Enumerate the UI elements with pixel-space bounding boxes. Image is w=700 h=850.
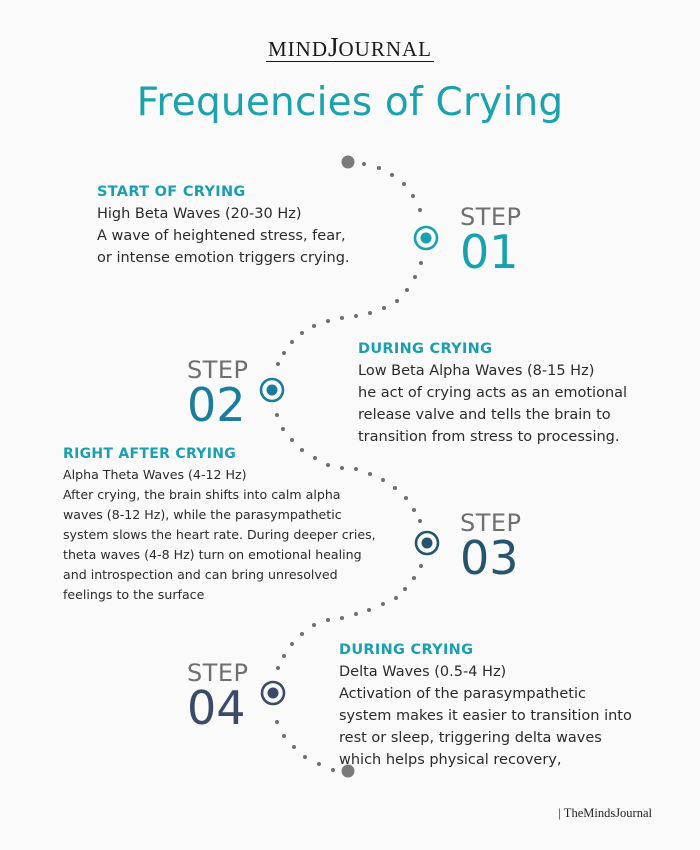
- step-03-description: [63, 446, 376, 605]
- description-line: and introspection and can bring unresolved: [63, 567, 338, 582]
- footer-credit: | TheMindsJournal: [558, 806, 652, 820]
- step-label: STEP: [187, 356, 249, 384]
- description-line: waves (8-12 Hz), while the parasympathetic: [63, 507, 342, 522]
- step-01-description: [97, 184, 350, 269]
- step-02-description: [358, 341, 627, 448]
- wave-type: High Beta Waves (20-30 Hz): [97, 206, 302, 222]
- step-04-marker-icon: [262, 682, 284, 704]
- step-03-badge: [460, 509, 522, 585]
- step-04-description: [339, 642, 632, 771]
- step-02-marker-icon: [261, 379, 283, 401]
- description-line: theta waves (4-8 Hz) turn on emotional healing: [63, 547, 362, 562]
- wave-type: Low Beta Alpha Waves (8-15 Hz): [358, 363, 595, 379]
- step-heading: DURING CRYING: [339, 642, 474, 658]
- step-03-marker-icon: [416, 532, 438, 554]
- step-01-marker-icon: [415, 227, 437, 249]
- description-line: release valve and tells the brain to: [358, 407, 611, 423]
- description-line: which helps physical recovery,: [339, 752, 562, 768]
- description-line: Activation of the parasympathetic: [339, 686, 586, 702]
- step-label: STEP: [460, 509, 522, 537]
- step-heading: DURING CRYING: [358, 341, 493, 357]
- step-label: STEP: [187, 659, 249, 687]
- step-number: 03: [460, 531, 519, 585]
- step-label: STEP: [460, 203, 522, 231]
- page-title: Frequencies of Crying: [136, 80, 564, 125]
- step-number: 01: [460, 225, 519, 279]
- description-line: After crying, the brain shifts into calm alpha: [63, 487, 341, 502]
- brand-wordmark: [266, 32, 434, 62]
- wave-type: Alpha Theta Waves (4-12 Hz): [63, 467, 247, 482]
- step-heading: START OF CRYING: [97, 184, 246, 200]
- step-number: 02: [187, 378, 246, 432]
- description-line: A wave of heightened stress, fear,: [97, 228, 346, 244]
- brand-initial: J: [327, 32, 339, 62]
- description-line: he act of crying acts as an emotional: [358, 385, 628, 401]
- step-heading: RIGHT AFTER CRYING: [63, 446, 237, 462]
- wave-type: Delta Waves (0.5-4 Hz): [339, 664, 507, 680]
- step-04-badge: [187, 659, 249, 735]
- step-02-badge: [187, 356, 249, 432]
- description-line: system slows the heart rate. During deeper cries,: [63, 527, 376, 542]
- description-line: system makes it easier to transition into: [339, 708, 632, 724]
- step-01-badge: [460, 203, 522, 279]
- description-line: feelings to the surface: [63, 587, 205, 602]
- brand-logo: [0, 32, 700, 62]
- brand-suffix: OURNAL: [338, 37, 432, 61]
- description-line: or intense emotion triggers crying.: [97, 250, 350, 266]
- description-line: transition from stress to processing.: [358, 429, 620, 445]
- step-number: 04: [187, 681, 246, 735]
- brand-prefix: MIND: [267, 37, 328, 61]
- description-line: rest or sleep, triggering delta waves: [339, 730, 602, 746]
